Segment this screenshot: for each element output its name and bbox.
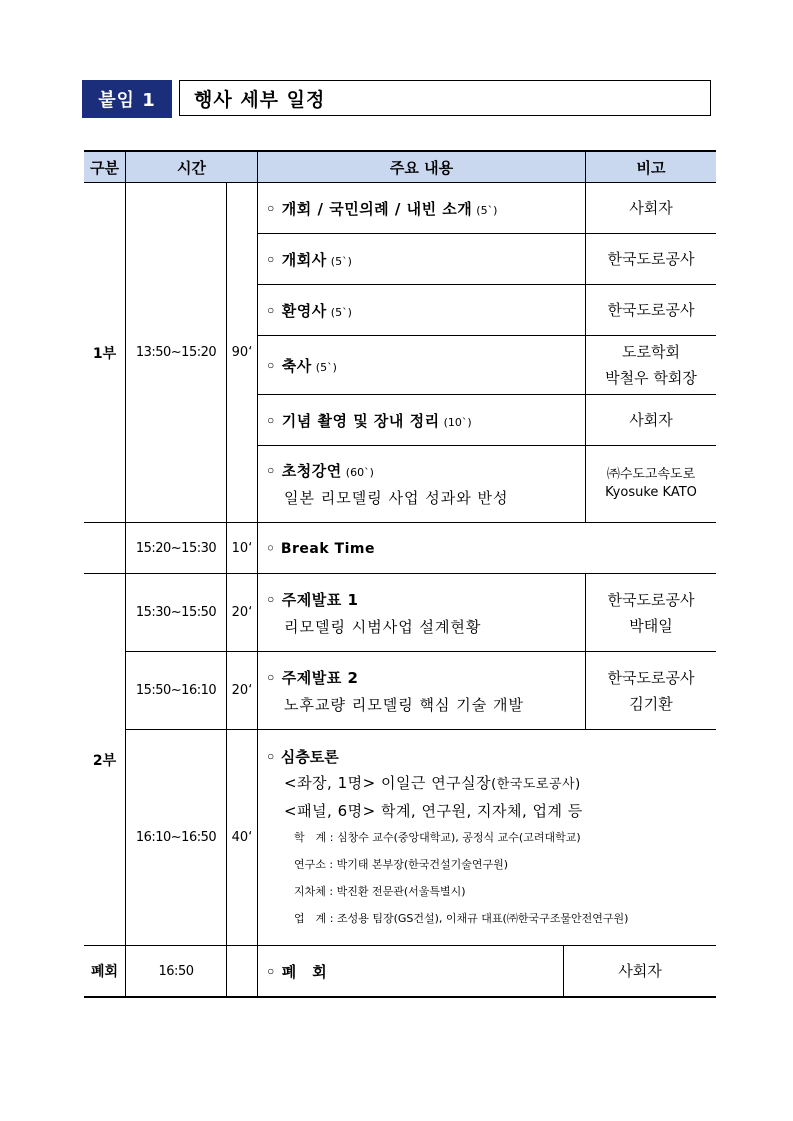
- part1-duration: 90‘: [227, 183, 258, 523]
- remark-opening-speech: 한국도로공사: [586, 234, 716, 285]
- panel-member: 연구소 : 박기태 본부장(한국건설기술연구원): [294, 857, 509, 871]
- section-part2: 2부: [84, 574, 126, 946]
- talk2-duration: 20‘: [227, 652, 258, 730]
- closing-duration: [227, 946, 258, 998]
- program-item-discussion: ◦ 심층토론 <좌장, 1명> 이일근 연구실장(한국도로공사) <패널, 6명> 학계, 연구원, 지자체, 업계 등 학 계 : 심창수 교수(중앙대학교), 공정식 교수(고려대학교) 연구소 : 박기태 본부장(한국건설기술연구원) 지차체 : 박진환 전문관(서울특별시) 업 계 : 조성용 팀장(GS건설), 이채규 대표(㈜한국구조물안전연구원): [258, 730, 716, 946]
- break-duration: 10‘: [227, 523, 258, 574]
- program-item-keynote: ◦ 초청강연 (60`) 일본 리모델링 사업 성과와 반성: [258, 446, 586, 523]
- panel-member: 지차체 : 박진환 전문관(서울특별시): [294, 884, 466, 898]
- part1-time: 13:50~15:20: [126, 183, 227, 523]
- remark-opening: 사회자: [586, 183, 716, 234]
- col-header-section: 구분: [84, 150, 126, 183]
- remark-welcome: 한국도로공사: [586, 285, 716, 336]
- program-item-closing: ◦ 폐 회: [258, 946, 564, 998]
- talk1-duration: 20‘: [227, 574, 258, 652]
- program-item-welcome: ◦ 환영사 (5`): [258, 285, 586, 336]
- section-break: [84, 523, 126, 574]
- discussion-duration: 40‘: [227, 730, 258, 946]
- page-title: 행사 세부 일정: [179, 80, 711, 116]
- panel-member: 학 계 : 심창수 교수(중앙대학교), 공정식 교수(고려대학교): [294, 830, 581, 844]
- panel-member: 업 계 : 조성용 팀장(GS건설), 이채규 대표(㈜한국구조물안전연구원): [294, 911, 629, 925]
- program-item-opening: ◦ 개회 / 국민의례 / 내빈 소개 (5`): [258, 183, 586, 234]
- discussion-time: 16:10~16:50: [126, 730, 227, 946]
- remark-congrats: 도로학회 박철우 학회장: [586, 336, 716, 395]
- remark-photo: 사회자: [586, 395, 716, 446]
- remark-closing: 사회자: [564, 946, 716, 998]
- program-item-opening-speech: ◦ 개회사 (5`): [258, 234, 586, 285]
- col-header-remark: 비고: [586, 150, 716, 183]
- program-item-talk2: ◦ 주제발표 2 노후교량 리모델링 핵심 기술 개발: [258, 652, 586, 730]
- col-header-time: 시간: [126, 150, 258, 183]
- remark-talk1: 한국도로공사 박태일: [586, 574, 716, 652]
- attachment-tag: 붙임 1: [82, 80, 172, 118]
- talk2-time: 15:50~16:10: [126, 652, 227, 730]
- col-header-content: 주요 내용: [258, 150, 586, 183]
- section-part1: 1부: [84, 183, 126, 523]
- talk1-time: 15:30~15:50: [126, 574, 227, 652]
- schedule-table: [84, 150, 716, 1000]
- program-item-congrats: ◦ 축사 (5`): [258, 336, 586, 395]
- remark-keynote: ㈜수도고속도로 Kyosuke KATO: [586, 446, 716, 523]
- break-time: 15:20~15:30: [126, 523, 227, 574]
- program-item-break: ◦ Break Time: [258, 523, 716, 574]
- program-item-photo: ◦ 기념 촬영 및 장내 정리 (10`): [258, 395, 586, 446]
- remark-talk2: 한국도로공사 김기환: [586, 652, 716, 730]
- closing-time: 16:50: [126, 946, 227, 998]
- program-item-talk1: ◦ 주제발표 1 리모델링 시범사업 설계현황: [258, 574, 586, 652]
- section-closing: 폐회: [84, 946, 126, 998]
